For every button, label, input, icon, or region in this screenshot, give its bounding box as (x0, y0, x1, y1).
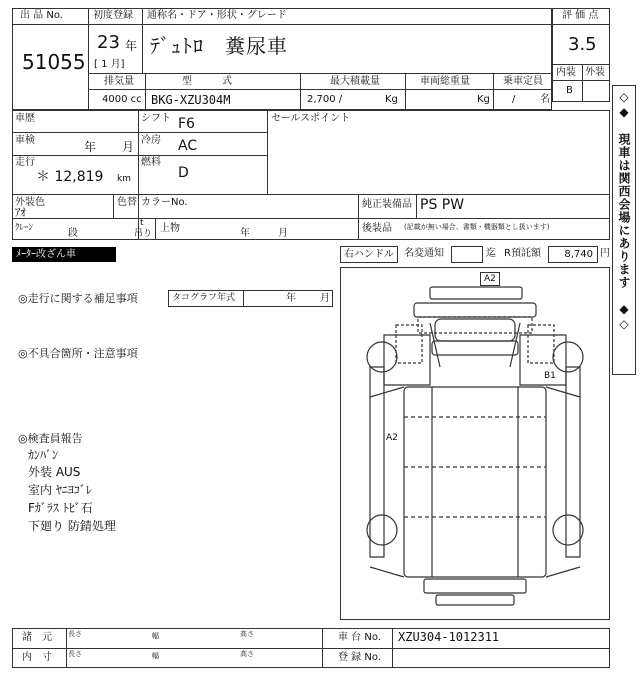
r-tax-box (548, 246, 598, 263)
aftermarket-note: (記載が無い場合、書類・機器類とし扱います) (404, 223, 550, 231)
reg-year: 23 (97, 32, 120, 53)
upper-year: 年 (240, 228, 250, 239)
inspector-note: 外装 AUS (28, 465, 81, 479)
reg-year-unit: 年 (125, 39, 138, 53)
model-value: BKG-XZU304M (151, 93, 231, 107)
lot-label: 出 品 No. (20, 10, 63, 21)
shift-label: シフト (141, 113, 171, 124)
tacho-month: 月 (320, 293, 330, 304)
car-label: 通称名・ドア・形状・グレード (147, 10, 287, 21)
r-tax-value: 8,740 (564, 249, 593, 260)
meter-tampered-text: ﾒｰﾀｰ改ざん車 (16, 249, 76, 260)
tacho-year: 年 (286, 293, 296, 304)
capacity-label: 乗車定員 (503, 76, 543, 87)
registration-label: 登 録 No. (338, 652, 381, 663)
r-tax-label: R預託額 (504, 248, 541, 259)
height-label: 高さ (240, 630, 254, 638)
model-label: 型 式 (182, 76, 232, 87)
truck-diagram (340, 267, 610, 620)
fuel-label: 燃料 (141, 157, 161, 168)
gross-unit: Kg (477, 94, 490, 105)
displacement-value: 4000 cc (102, 94, 142, 105)
car-name: ﾃﾞｭﾄﾛ 糞尿車 (150, 34, 288, 58)
ext-color-label: 外装色 (15, 197, 45, 208)
interior-label: 内装 (556, 67, 576, 78)
score-value: 3.5 (568, 34, 597, 55)
right-hand-text: 右ハンドル (344, 249, 394, 260)
crane-ton: t (140, 218, 144, 228)
ac-value: AC (178, 138, 198, 154)
damage-mark: A2 (386, 433, 398, 443)
upper-label: 上物 (160, 223, 180, 234)
damage-mark-box (480, 272, 500, 286)
inspector-report-label: ◎検査員報告 (18, 432, 83, 445)
shift-value: F6 (178, 116, 195, 132)
chassis-number: XZU304-1012311 (398, 630, 500, 644)
equipment-label: 純正装備品 (362, 199, 412, 210)
inspector-note: 下廻り 防錆処理 (28, 519, 116, 533)
name-change-label: 名変通知 (404, 248, 444, 259)
right-hand-flag (340, 246, 398, 263)
aftermarket-label: 後装品 (362, 223, 392, 234)
mileage-unit: km (117, 174, 131, 184)
fuel-value: D (178, 165, 189, 181)
mileage-label: 走行 (15, 157, 35, 168)
inspector-note: 室内 ﾔﾆﾖｺﾞﾚ (28, 483, 92, 497)
deadline-label: 迄 (486, 248, 496, 259)
inspector-note: ｶﾝﾊﾞﾝ (28, 448, 59, 462)
shaken-year: 年 (84, 140, 97, 154)
gross-label: 車両総重量 (420, 76, 470, 87)
load-unit: Kg (385, 94, 398, 105)
name-change-box (451, 246, 483, 263)
width-label: 幅 (152, 652, 159, 660)
reg-month: [ 1 月] (94, 59, 125, 70)
lot-number: 51055 (22, 50, 86, 74)
shaken-label: 車検 (15, 135, 35, 146)
defects-label: ◎不具合箇所・注意事項 (18, 347, 138, 360)
interior-grade: B (566, 85, 573, 96)
score-box (552, 8, 610, 102)
length-label: 長さ (68, 650, 82, 658)
ext-color-value: ｱｵ (15, 206, 26, 219)
capacity-value: / (512, 94, 516, 105)
side-banner (612, 85, 636, 375)
mileage-value: ＊ 12,819 (36, 169, 104, 185)
width-label: 幅 (152, 632, 159, 640)
color-change-label: 色替 (117, 197, 137, 208)
crane-hang: 吊り (134, 229, 153, 239)
score-label: 評 価 点 (562, 10, 599, 21)
running-notes-label: ◎走行に関する補足事項 (18, 292, 138, 305)
shaken-month: 月 (122, 140, 135, 154)
load-value: 2,700 / (307, 94, 343, 105)
exterior-label: 外装 (585, 67, 605, 78)
inner-label: 内 寸 (22, 652, 52, 663)
inspector-note: Fｶﾞﾗｽ ﾄﾋﾞ石 (28, 501, 93, 515)
upper-month: 月 (278, 228, 288, 239)
reg-label: 初度登録 (93, 10, 133, 21)
displacement-label: 排気量 (104, 76, 134, 87)
history-label: 車歴 (15, 113, 35, 124)
chassis-label: 車 台 No. (338, 632, 381, 643)
crane-label: ｸﾚｰﾝ (15, 223, 34, 233)
damage-mark: B1 (544, 371, 556, 381)
sales-point-label: セールスポイント (271, 113, 351, 124)
color-code-label: カラーNo. (141, 197, 188, 208)
length-label: 長さ (68, 630, 82, 638)
meter-tampered-tag (12, 247, 116, 262)
equipment-value: PS PW (420, 197, 465, 213)
ac-label: 冷房 (141, 135, 161, 146)
height-label: 高さ (240, 650, 254, 658)
load-label: 最大積載量 (330, 76, 380, 87)
damage-mark: A2 (484, 274, 496, 284)
side-banner-text: ◇◆ 現車は関西会場にあります ◆◇ (617, 90, 631, 332)
capacity-unit: 名 (540, 94, 550, 105)
tachograph-label: タコグラフ年式 (172, 293, 236, 303)
crane-stage: 段 (68, 228, 78, 239)
yen-label: 円 (600, 248, 610, 259)
spec-label: 諸 元 (22, 632, 52, 643)
